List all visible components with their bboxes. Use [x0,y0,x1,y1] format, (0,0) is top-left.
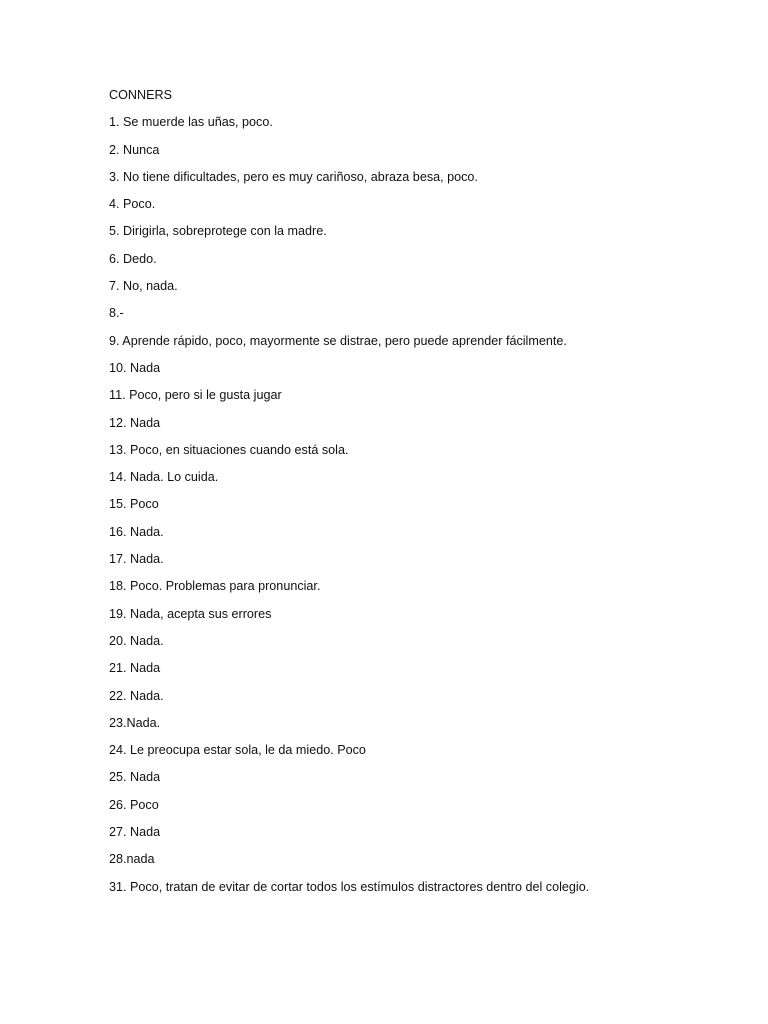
answer-line: 4. Poco. [109,197,156,212]
answer-line: 31. Poco, tratan de evitar de cortar todos los estímulos distractores dentro del colegio. [109,879,590,894]
answer-line: 26. Poco [109,797,159,812]
document-body [109,86,729,905]
answer-line: 3. No tiene dificultades, pero es muy cariñoso, abraza besa, poco. [109,169,478,184]
answer-line: 20. Nada. [109,633,164,648]
answer-line: 10. Nada [109,360,161,375]
answer-line: 15. Poco [109,497,159,512]
answer-line: 24. Le preocupa estar sola, le da miedo. Poco [109,743,366,758]
answer-line: 13. Poco, en situaciones cuando está sola. [109,442,349,457]
answer-line: 22. Nada. [109,688,164,703]
answer-line: 5. Dirigirla, sobreprotege con la madre. [109,224,327,239]
answer-line: 14. Nada. Lo cuida. [109,470,219,485]
answer-line: 1. Se muerde las uñas, poco. [109,115,273,130]
answer-line: 28.nada [109,852,155,867]
answer-line: 27. Nada [109,825,161,840]
answer-line: 11. Poco, pero si le gusta jugar [109,388,282,403]
answer-line: 21. Nada [109,661,161,676]
answer-line: 6. Dedo. [109,251,157,266]
answer-line: 23.Nada. [109,715,161,730]
answer-line: 18. Poco. Problemas para pronunciar. [109,579,321,594]
answer-line: 19. Nada, acepta sus errores [109,606,272,621]
answer-line: 7. No, nada. [109,279,178,294]
document-title: CONNERS [109,88,172,102]
answer-line: 2. Nunca [109,142,160,157]
answer-line: 8.- [109,306,124,321]
answer-line: 16. Nada. [109,524,164,539]
answer-line: 17. Nada. [109,552,164,567]
answer-line: 9. Aprende rápido, poco, mayormente se distrae, pero puede aprender fácilmente. [109,333,567,348]
answer-line: 25. Nada [109,770,161,785]
answer-line: 12. Nada [109,415,161,430]
